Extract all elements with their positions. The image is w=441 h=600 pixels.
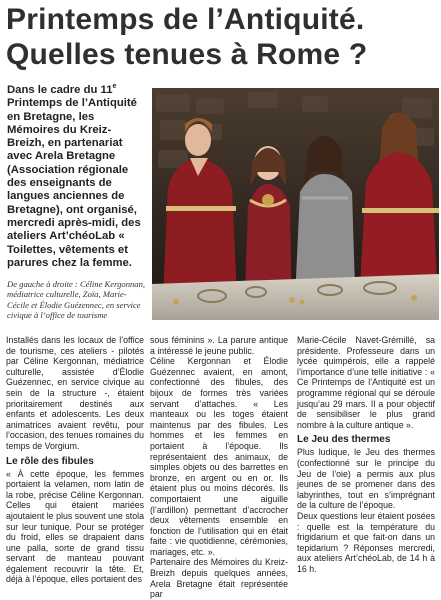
lead-text-start: Dans le cadre du 11 bbox=[7, 84, 113, 96]
paragraph: Plus ludique, le Jeu des thermes (confectionné sur le principe du Jeu de l’oie) a permis aux plus jeunes de se promener dans des labyrinthes, tout en s’imprégnant de la culture de l’époque. bbox=[297, 447, 435, 511]
paragraph: Céline Kergonnan et Élodie Guézennec avaient, en amont, confectionné des fibules, des bijoux de formes très variées servant d’attaches. « Les manteaux ou les toges étaient maintenus par des fibules. Les hommes et les femmes en portaient à l’époque. Ils représentaient des animaux, de simples objets ou des barrettes en bronze, en argent ou en or. Ils étaient plus ou moins décorés. Ils comportaient une aiguille (l’ardillon) permettant d’accrocher deux vêtements ensemble en fonction de l’utilisation qui en était faite : vie quotidienne, cérémonies, mariages, etc. ». bbox=[150, 356, 288, 557]
paragraph: « À cette époque, les femmes portaient la velamen, nom latin de la robe, précise Céline Kergonnan. Celles qui étaient mariées ajoutaient le plus souvent une stola sur leur tunique. Pour se protéger du froid, elles se drapaient dans une palla, sorte de grand tissu servant de manteau pouvant également recouvrir la tête. Et, déjà à l’époque, elles portaient des bbox=[6, 468, 144, 585]
headline-line-1: Printemps de l’Antiquité. bbox=[6, 3, 365, 36]
photo-caption: De gauche à droite : Céline Kergonnan, médiatrice culturelle, Zoïa, Marie-Cécile et Élodie Guézennec, en service civique à l’office de tourisme bbox=[7, 279, 146, 321]
paragraph: Installés dans les locaux de l’office de tourisme, ces ateliers - pilotés par Céline Kergonnan, médiatrice culturelle, assistée d’Élodie Guézennec, en service civique au sein de la structure -, étaient prioritairement destinés aux enfants et adolescents. Les deux animatrices avaient revêtu, pour l’occasion, des tenues romaines du temps de Vorgium. bbox=[6, 335, 144, 451]
paragraph: Deux questions leur étaient posées : quelle est la température du frigidarium et que fait-on dans un tepidarium ? Réponses mercredi, aux ateliers Art’chéoLab, de 14 h à 16 h. bbox=[297, 510, 435, 574]
article-column-1 bbox=[6, 335, 144, 585]
subheading-fibules: Le rôle des fibules bbox=[6, 455, 94, 467]
paragraph: Partenaire des Mémoires du Kreiz-Breizh depuis quelques années, Arela Bretagne était représentée par bbox=[150, 557, 288, 600]
article-column-3 bbox=[297, 335, 435, 574]
lead-paragraph bbox=[7, 84, 147, 270]
photo-illustration bbox=[152, 88, 439, 320]
headline-line-2: Quelles tenues à Rome ? bbox=[6, 38, 368, 71]
article-column-2 bbox=[150, 335, 288, 600]
lead-text-rest: Printemps de l’Antiquité en Bretagne, les Mémoires du Kreiz-Breizh, en partenariat avec Arela Bretagne (Association régionale des enseignants de langues anciennes de Bretagne), ont organisé, mercredi après-midi, des ateliers Art’chéoLab « Toilettes, vêtements et parures chez la femme. bbox=[7, 97, 141, 269]
paragraph: Marie-Cécile Navet-Grémillé, sa présidente. Professeure dans un lycée quimpérois, elle a rappelé l’importance d’une telle initiative : « Ce Printemps de l’Antiquité est un programme régional qui se déroule jusqu’au 29 mars. Il a pour objectif de sensibiliser le plus grand nombre à la culture antique ». bbox=[297, 335, 435, 430]
headline bbox=[6, 2, 438, 72]
paragraph: sous féminins ». La parure antique a intéressé le jeune public. bbox=[150, 335, 288, 356]
subheading-jeu-des-thermes: Le Jeu des thermes bbox=[297, 434, 391, 446]
lead-superscript: e bbox=[112, 83, 117, 91]
article-photo bbox=[152, 88, 439, 320]
